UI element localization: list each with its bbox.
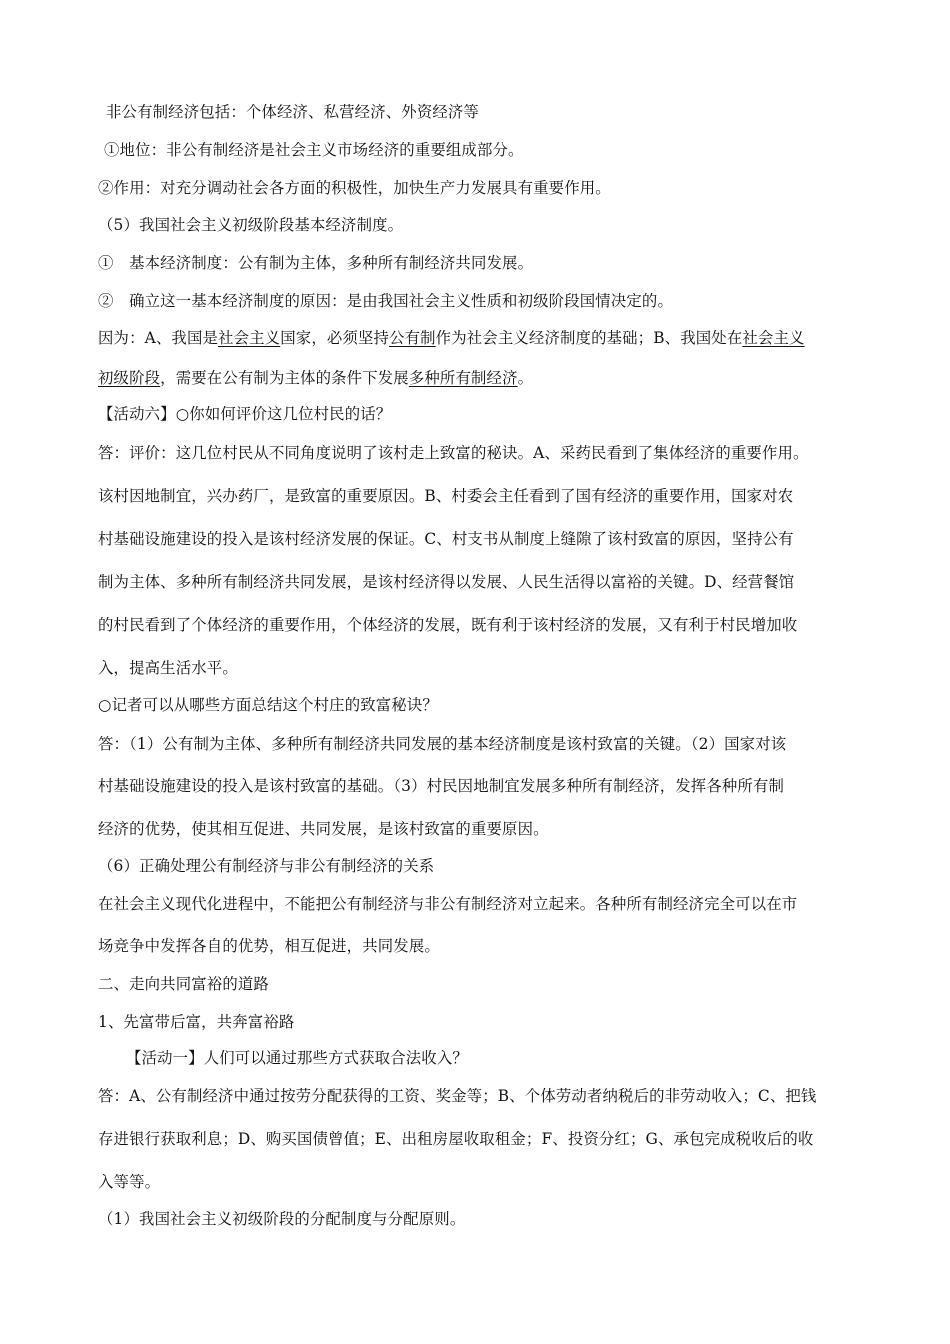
underlined-term: 社会主义: [742, 329, 805, 347]
text-line: 村基础设施建设的投入是该村经济发展的保证。C、村支书从制度上缝隙了该村致富的原因，坚持公有: [98, 530, 794, 548]
text-line: 答：A、公有制经济中通过按劳分配获得的工资、奖金等；B、个体劳动者纳税后的非劳动收入；C、把钱: [98, 1087, 817, 1105]
chapter-heading: 二、走向共同富裕的道路: [98, 975, 269, 993]
text-line: ①地位：非公有制经济是社会主义市场经济的重要组成部分。: [104, 141, 524, 159]
text-line: ②作用：对充分调动社会各方面的积极性，加快生产力发展具有重要作用。: [98, 179, 611, 197]
text-line: 制为主体、多种所有制经济共同发展，是该村经济得以发展、人民生活得以富裕的关键。D、经营餐馆: [98, 573, 795, 591]
section-heading: （5）我国社会主义初级阶段基本经济制度。: [98, 216, 404, 234]
underlined-term: 社会主义: [218, 329, 281, 347]
activity-heading: 【活动一】人们可以通过那些方式获取合法收入？: [126, 1049, 468, 1067]
text-line: 在社会主义现代化进程中，不能把公有制经济与非公有制经济对立起来。各种所有制经济完全可以在市: [98, 895, 798, 913]
text-span: 国家，必须坚持: [280, 329, 390, 347]
text-line: 该村因地制宜，兴办药厂，是致富的重要原因。B、村委会主任看到了国有经济的重要作用，国家对农: [98, 487, 794, 505]
text-line: ② 确立这一基本经济制度的原因：是由我国社会主义性质和初级阶段国情决定的。: [98, 292, 674, 310]
text-line: 的村民看到了个体经济的重要作用，个体经济的发展，既有利于该村经济的发展，又有利于村民增加收: [98, 616, 798, 634]
text-line: 经济的优势，使其相互促进、共同发展，是该村致富的重要原因。: [98, 820, 549, 838]
underlined-term: 多种所有制经济: [408, 369, 518, 387]
text-line: [98, 368, 858, 388]
subsection-heading: 1、先富带后富，共奔富裕路: [98, 1013, 295, 1031]
text-line: ① 基本经济制度：公有制为主体，多种所有制经济共同发展。: [98, 254, 534, 272]
text-span: 因为：A、我国是: [98, 329, 219, 347]
text-line: 答：评价：这几位村民从不同角度说明了该村走上致富的秘诀。A、采药民看到了集体经济的重要作用。: [98, 444, 809, 462]
text-line: 村基础设施建设的投入是该村致富的基础。（3）村民因地制宜发展多种所有制经济，发挥各种所有制: [98, 777, 785, 795]
text-span: 作为社会主义经济制度的基础；B、我国处在: [435, 329, 743, 347]
section-heading: （6）正确处理公有制经济与非公有制经济的关系: [98, 857, 435, 875]
text-line: 入等等。: [98, 1173, 161, 1191]
text-line: 入，提高生活水平。: [98, 659, 238, 677]
text-line: 场竞争中发挥各自的优势，相互促进，共同发展。: [98, 937, 440, 955]
text-line: [98, 328, 858, 348]
activity-heading: 【活动六】○你如何评价这几位村民的话？: [98, 405, 392, 423]
underlined-term: 公有制: [389, 329, 436, 347]
text-line: 存进银行获取利息；D、购买国债曾值；E、出租房屋收取租金；F、投资分红；G、承包完成税收后的收: [98, 1130, 814, 1148]
text-line: 答：（1）公有制为主体、多种所有制经济共同发展的基本经济制度是该村致富的关键。（2）国家对该: [98, 735, 787, 753]
text-span: ，需要在公有制为主体的条件下发展: [160, 369, 409, 387]
question-line: ○记者可以从哪些方面总结这个村庄的致富秘诀？: [98, 696, 438, 714]
section-heading: （1）我国社会主义初级阶段的分配制度与分配原则。: [98, 1210, 466, 1228]
text-span: 。: [517, 369, 534, 387]
text-line: 非公有制经济包括：个体经济、私营经济、外资经济等: [106, 103, 479, 121]
underlined-term: 初级阶段: [98, 369, 161, 387]
